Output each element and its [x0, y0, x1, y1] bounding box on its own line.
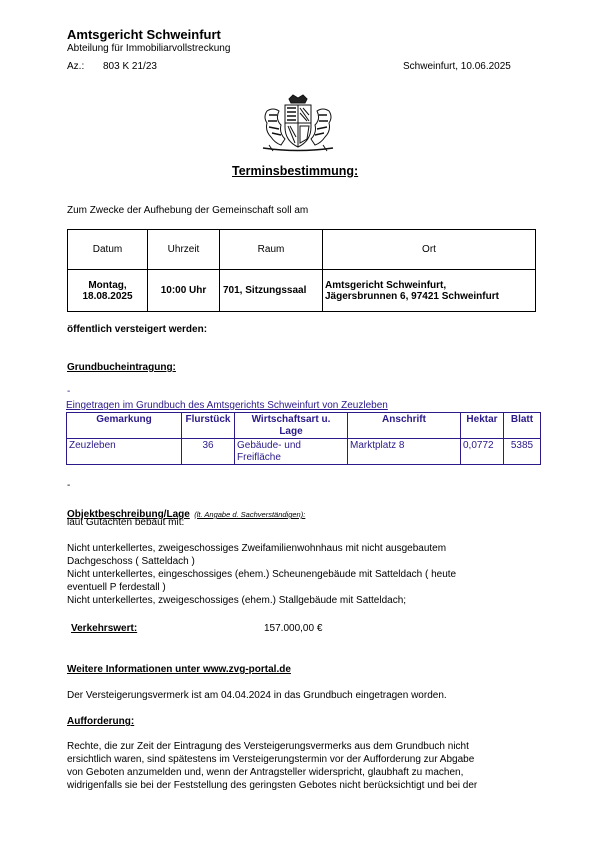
objekt-line: Nicht unterkellertes, zweigeschossiges Zweifamilienwohnhaus mit nicht ausgebautem	[67, 543, 447, 554]
header-wirtschaftsart-line1: Wirtschaftsart u.	[251, 414, 331, 425]
cell-gemarkung: Zeuzleben	[67, 439, 182, 465]
grundbuch-heading: Grundbucheintragung:	[67, 362, 176, 373]
header-anschrift: Anschrift	[348, 413, 461, 439]
objekt-line: Dachgeschoss ( Satteldach )	[67, 556, 195, 567]
datum-weekday: Montag,	[88, 279, 127, 291]
objekt-line: Nicht unterkellertes, zweigeschossiges (ehem.) Stallgebäude mit Satteldach;	[67, 595, 407, 606]
objekt-line: eventuell P ferdestall )	[67, 582, 166, 593]
verkehrswert-value: 157.000,00 €	[264, 623, 323, 634]
termin-header-row	[68, 230, 536, 270]
cell-anschrift: Marktplatz 8	[348, 439, 461, 465]
grundbuch-source: Eingetragen im Grundbuch des Amtsgerichts Schweinfurt von Zeuzleben	[66, 400, 388, 411]
aufforderung-line: widrigenfalls sie bei der Feststellung des geringsten Gebotes nicht berücksichtigt und bei der	[67, 780, 478, 791]
place-date: Schweinfurt, 10.06.2025	[403, 61, 511, 72]
cell-hektar: 0,0772	[461, 439, 504, 465]
header-raum: Raum	[220, 230, 323, 270]
header-ort: Ort	[323, 230, 536, 270]
weitere-info: Weitere Informationen unter www.zvg-portal.de	[67, 664, 291, 675]
header-flurstueck: Flurstück	[182, 413, 235, 439]
court-name: Amtsgericht Schweinfurt	[67, 27, 221, 42]
aufforderung-line: ersichtlich waren, sind spätestens im Versteigerungstermin vor der Aufforderung zur Abgabe	[67, 754, 475, 765]
ort-line2: Jägersbrunnen 6, 97421 Schweinfurt	[325, 290, 499, 302]
verkehrswert-label: Verkehrswert:	[71, 623, 138, 634]
cell-raum: 701, Sitzungssaal	[220, 270, 323, 312]
objekt-heading-note: (lt. Angabe d. Sachverständigen):	[194, 510, 306, 519]
header-wirtschaftsart	[235, 413, 348, 439]
coat-of-arms-icon	[259, 93, 337, 153]
header-gemarkung: Gemarkung	[67, 413, 182, 439]
cell-flurstueck: 36	[182, 439, 235, 465]
termin-row	[68, 270, 536, 312]
datum-date: 18.08.2025	[82, 290, 133, 302]
ort-line1: Amtsgericht Schweinfurt,	[325, 279, 447, 291]
cell-wirtschaftsart	[235, 439, 348, 465]
aufforderung-line: Rechte, die zur Zeit der Eintragung des Versteigerungsvermerks aus dem Grundbuch nicht	[67, 741, 469, 752]
cell-uhrzeit: 10:00 Uhr	[148, 270, 220, 312]
aufforderung-line: von Geboten anzumelden und, wenn der Antragsteller widerspricht, glaubhaft zu machen,	[67, 767, 464, 778]
header-uhrzeit: Uhrzeit	[148, 230, 220, 270]
cell-ort	[323, 270, 536, 312]
vermerk-text: Der Versteigerungsvermerk ist am 04.04.2024 in das Grundbuch eingetragen worden.	[67, 690, 447, 701]
az-value: 803 K 21/23	[103, 61, 157, 72]
objekt-intro: laut Gutachten bebaut mit:	[67, 517, 185, 528]
cell-datum	[68, 270, 148, 312]
header-hektar: Hektar	[461, 413, 504, 439]
termin-table	[67, 229, 536, 312]
wirtschaftsart-line2: Freifläche	[237, 451, 281, 463]
header-wirtschaftsart-line2: Lage	[279, 425, 303, 437]
aufforderung-heading: Aufforderung:	[67, 716, 135, 727]
objekt-heading: Objektbeschreibung/Lage	[67, 509, 190, 520]
grundbuch-dash-after: -	[67, 480, 71, 491]
wirtschaftsart-line1: Gebäude- und	[237, 440, 301, 451]
grundbuch-table	[66, 412, 541, 465]
cell-blatt: 5385	[504, 439, 541, 465]
department: Abteilung für Immobiliarvollstreckung	[67, 43, 231, 54]
header-blatt: Blatt	[504, 413, 541, 439]
objekt-line: Nicht unterkellertes, eingeschossiges (ehem.) Scheunengebäude mit Satteldach ( heute	[67, 569, 457, 580]
grundbuch-header-row	[67, 413, 541, 439]
header-datum: Datum	[68, 230, 148, 270]
grundbuch-row	[67, 439, 541, 465]
page-title: Terminsbestimmung:	[232, 164, 359, 178]
intro-text: Zum Zwecke der Aufhebung der Gemeinschaft soll am	[67, 205, 309, 216]
az-label: Az.:	[67, 61, 85, 72]
versteigert-text: öffentlich versteigert werden:	[67, 324, 208, 335]
grundbuch-dash: -	[67, 386, 71, 397]
